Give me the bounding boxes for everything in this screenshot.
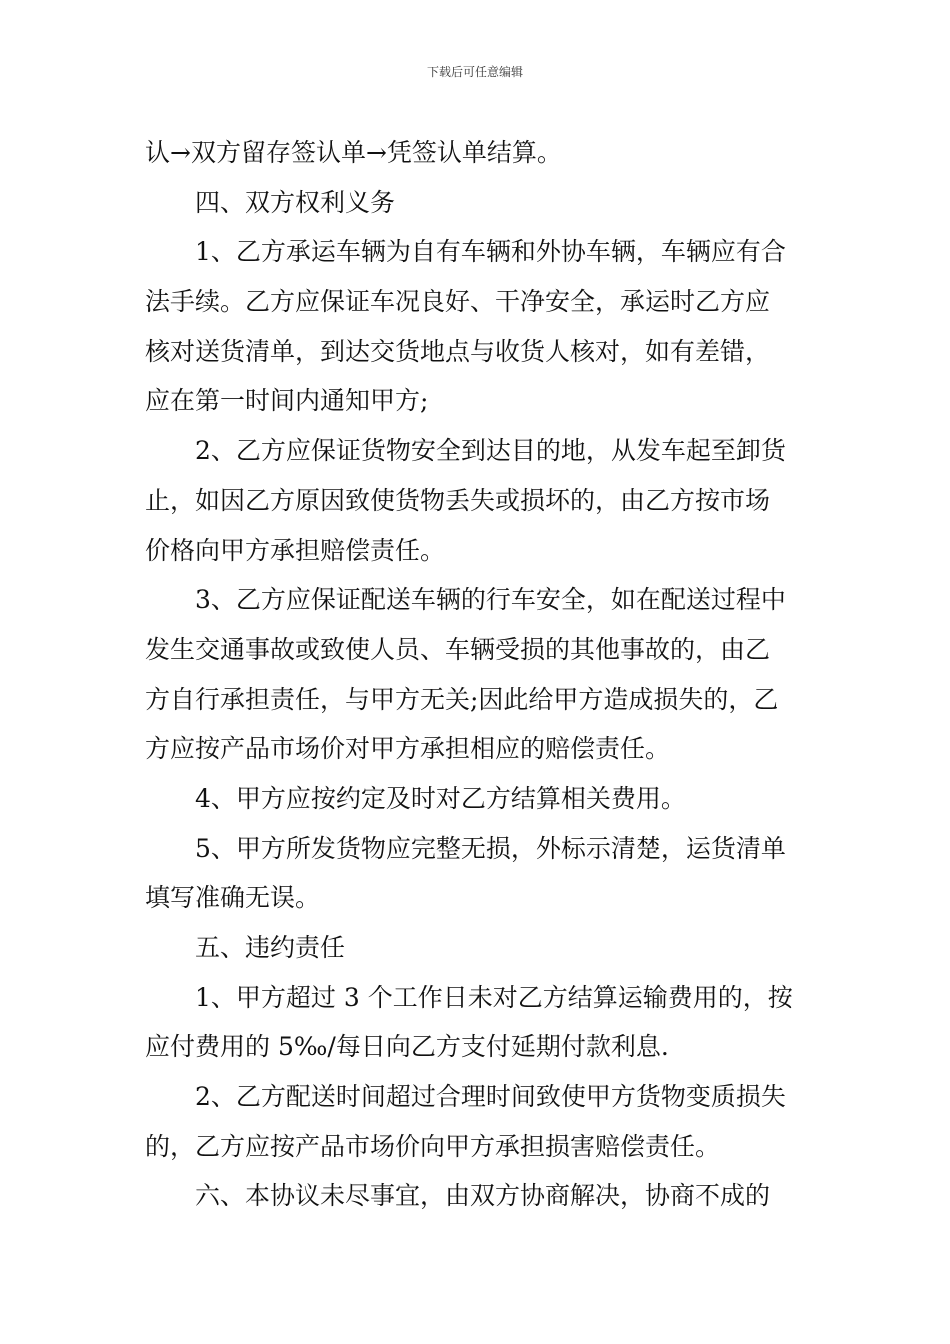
text-line: 方应按产品市场价对甲方承担相应的赔偿责任。 bbox=[145, 734, 671, 764]
text-line: 应付费用的 5‰/每日向乙方支付延期付款利息. bbox=[145, 1032, 669, 1062]
text-line: 发生交通事故或致使人员、车辆受损的其他事故的，由乙 bbox=[145, 634, 771, 664]
text-line: 5、甲方所发货物应完整无损，外标示清楚，运货清单 bbox=[195, 833, 786, 863]
page-header: 下载后可任意编辑 bbox=[426, 65, 523, 79]
section-heading: 五、违约责任 bbox=[195, 933, 346, 962]
text-line: 1、甲方超过 3 个工作日未对乙方结算运输费用的，按 bbox=[195, 982, 793, 1012]
text-line: 应在第一时间内通知甲方; bbox=[145, 386, 429, 416]
text-line: 止，如因乙方原因致使货物丢失或损坏的，由乙方按市场 bbox=[145, 485, 771, 515]
text-line: 2、乙方应保证货物安全到达目的地，从发车起至卸货 bbox=[195, 436, 786, 466]
text-line: 4、甲方应按约定及时对乙方结算相关费用。 bbox=[195, 783, 686, 813]
text-line: 价格向甲方承担赔偿责任。 bbox=[145, 535, 446, 565]
text-line: 方自行承担责任，与甲方无关;因此给甲方造成损失的，乙 bbox=[145, 684, 779, 714]
text-line: 六、本协议未尽事宜，由双方协商解决，协商不成的 bbox=[195, 1181, 771, 1211]
text-line: 3、乙方应保证配送车辆的行车安全，如在配送过程中 bbox=[195, 585, 786, 615]
text-line: 1、乙方承运车辆为自有车辆和外协车辆，车辆应有合 bbox=[195, 237, 786, 267]
section-heading: 四、双方权利义务 bbox=[195, 187, 396, 217]
text-line: 2、乙方配送时间超过合理时间致使甲方货物变质损失 bbox=[195, 1082, 786, 1112]
text-line: 核对送货清单，到达交货地点与收货人核对，如有差错， bbox=[145, 336, 771, 366]
text-line: 填写准确无误。 bbox=[145, 883, 321, 913]
text-line: 认→双方留存签认单→凭签认单结算。 bbox=[145, 138, 562, 167]
text-line: 的，乙方应按产品市场价向甲方承担损害赔偿责任。 bbox=[145, 1131, 721, 1161]
text-line: 法手续。乙方应保证车况良好、干净安全，承运时乙方应 bbox=[145, 287, 771, 317]
document-body bbox=[145, 128, 810, 1221]
